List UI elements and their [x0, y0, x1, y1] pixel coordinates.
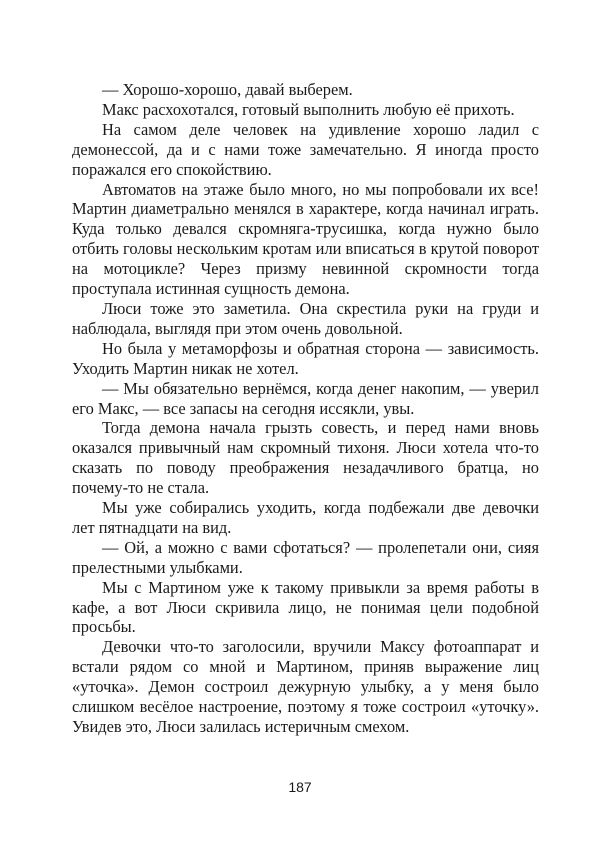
paragraph: — Мы обязательно вернёмся, когда денег накопим, — уверил его Макс, — все запасы на сегодня иссякли, увы. — [72, 378, 539, 418]
paragraph: Люси тоже это заметила. Она скрестила руки на груди и наблюдала, выглядя при этом очень довольной. — [72, 298, 539, 338]
paragraph: Мы с Мартином уже к такому привыкли за время работы в кафе, а вот Люси скривила лицо, не понимая цели подобной просьбы. — [72, 577, 539, 637]
paragraph: Мы уже собирались уходить, когда подбежали две девочки лет пятнадцати на вид. — [72, 498, 539, 537]
paragraph: — Хорошо-хорошо, давай выберем. — [102, 80, 353, 99]
page-number: 187 — [288, 779, 312, 795]
paragraph: Автоматов на этаже было много, но мы попробовали их все! Мартин диаметрально менялся в характере, когда начинал играть. Куда только девался скромняга-трусишка, когда нужно было отбить головы нескольким кротам или вписаться в крутой поворот на мотоцикле? Через призму невинной скромности тогда проступала истинная сущность демона. — [72, 179, 539, 299]
paragraph: Макс расхохотался, готовый выполнить любую её прихоть. — [102, 99, 515, 119]
paragraph: — Ой, а можно с вами сфотаться? — пролепетали они, сияя прелестными улыбками. — [72, 537, 539, 577]
paragraph: На самом деле человек на удивление хорошо ладил с демонессой, да и с нами тоже замечательно. Я иногда просто поражался его спокойствию. — [72, 119, 539, 179]
paragraph: Девочки что-то заголосили, вручили Максу фотоаппарат и встали рядом со мной и Мартином, приняв выражение лиц «уточка». Демон состроил дежурную улыбку, а у меня было слишком весёлое настроение, поэтому я тоже состроил «уточку». Увидев это, Люси залилась истеричным смехом. — [72, 637, 539, 736]
paragraph: Тогда демона начала грызть совесть, и перед нами вновь оказался привычный нам скромный тихоня. Люси хотела что-то сказать по поводу преображения незадачливого братца, но почему-то не стала. — [72, 418, 539, 498]
book-page-text — [72, 80, 539, 737]
paragraph: Но была у метаморфозы и обратная сторона — зависимость. Уходить Мартин никак не хотел. — [72, 338, 539, 378]
